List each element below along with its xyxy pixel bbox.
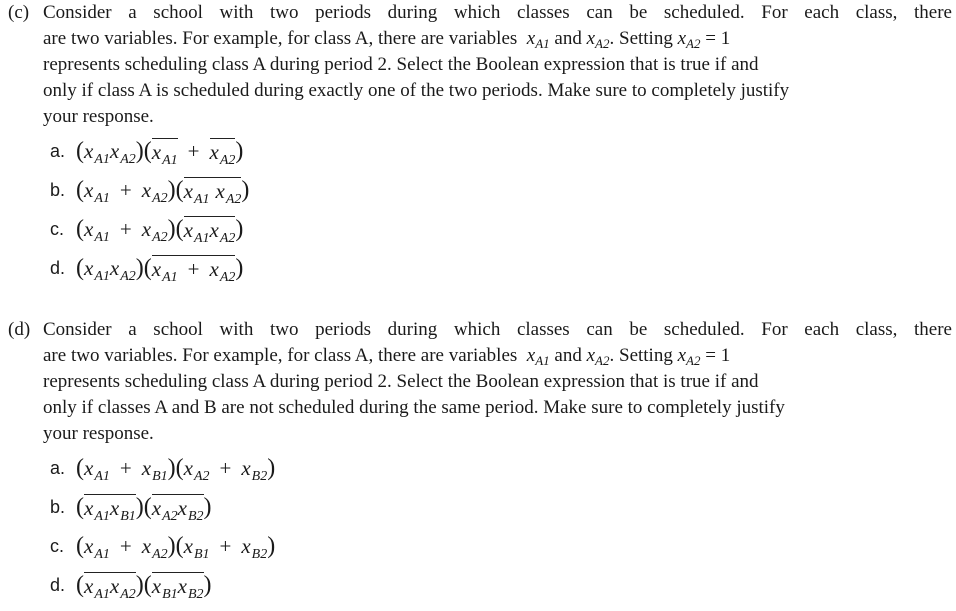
boolean-expression: ( x A1 + x A2 )( x A1 x A2 ) xyxy=(76,216,244,246)
equals-one: = 1 xyxy=(705,345,731,366)
question-c-line-4 xyxy=(8,78,952,104)
boolean-expression: ( x A1 + x A2 )( x B1 + x B2 ) xyxy=(76,533,276,562)
var-xA2: $x_{A2}$ xyxy=(586,28,610,51)
boolean-expression: ( x A1 + x A2 )( x A1 x A2 ) xyxy=(76,177,250,207)
option-c-c[interactable] xyxy=(8,210,952,249)
option-d-c[interactable] xyxy=(8,527,952,566)
question-d-text-3: represents scheduling class A during period 2. Select the Boolean expression that is true if and xyxy=(43,371,759,392)
question-c-line-3 xyxy=(8,52,952,78)
var-xA2: $x_{A2}$ xyxy=(677,345,701,368)
var-xA1: $x_{A1}$ xyxy=(526,345,550,368)
question-c-text-4: only if class A is scheduled during exactly one of the two periods. Make sure to completely justify xyxy=(43,80,790,101)
question-d-line-4 xyxy=(8,395,952,421)
option-d-b[interactable] xyxy=(8,488,952,527)
question-c-options xyxy=(8,132,952,288)
setting-word: . Setting xyxy=(609,28,673,49)
var-xA2: $x_{A2}$ xyxy=(586,345,610,368)
and-word: and xyxy=(554,345,582,366)
question-c-line-2 xyxy=(8,26,952,52)
setting-word: . Setting xyxy=(609,345,673,366)
question-d-options xyxy=(8,449,952,605)
boolean-expression: ( x A1 x B1 )( x A2 x B2 ) xyxy=(76,494,212,524)
option-label: a. xyxy=(50,458,66,478)
option-d-d[interactable] xyxy=(8,566,952,605)
question-d-line-3 xyxy=(8,369,952,395)
option-label: d. xyxy=(50,575,66,595)
question-d-line-2 xyxy=(8,343,952,369)
question-d-line-1 xyxy=(8,317,952,343)
question-d-text-4: only if classes A and B are not scheduled during the same period. Make sure to completely justify xyxy=(43,397,785,418)
option-c-d[interactable] xyxy=(8,249,952,288)
var-xA2: $x_{A2}$ xyxy=(677,28,701,51)
question-d-line-5 xyxy=(8,421,952,447)
option-label: b. xyxy=(50,180,66,200)
boolean-expression: ( x A1 x A2 )( x A1 + x A2 ) xyxy=(76,138,244,168)
boolean-expression: ( x A1 + x B1 )( x A2 + x B2 ) xyxy=(76,455,276,484)
question-d-text-5: your response. xyxy=(43,423,154,444)
question-d-label: (d) xyxy=(8,319,31,340)
boolean-expression: ( x A1 x A2 )( x A1 + x A2 ) xyxy=(76,255,244,285)
boolean-expression: ( x A1 x A2 )( x B1 x B2 ) xyxy=(76,572,212,602)
question-c-text-2: are two variables. For example, for class A, there are variables xyxy=(43,28,518,49)
option-c-a[interactable] xyxy=(8,132,952,171)
option-label: a. xyxy=(50,141,66,161)
question-d-text-1: Consider a school with two periods during which classes can be scheduled. For each class, there xyxy=(43,319,952,340)
var-xA1: $x_{A1}$ xyxy=(526,28,550,51)
question-c xyxy=(8,0,952,288)
question-c-line-1 xyxy=(8,0,952,26)
option-c-b[interactable] xyxy=(8,171,952,210)
question-c-text-5: your response. xyxy=(43,106,154,127)
question-c-text-3: represents scheduling class A during period 2. Select the Boolean expression that is true if and xyxy=(43,54,759,75)
option-label: b. xyxy=(50,497,66,517)
question-c-label: (c) xyxy=(8,2,30,23)
option-label: c. xyxy=(50,536,65,556)
question-d xyxy=(8,317,952,605)
option-label: c. xyxy=(50,219,65,239)
and-word: and xyxy=(554,28,582,49)
question-c-line-5 xyxy=(8,104,952,130)
option-d-a[interactable] xyxy=(8,449,952,488)
equals-one: = 1 xyxy=(705,28,731,49)
question-c-text-1: Consider a school with two periods during which classes can be scheduled. For each class, there xyxy=(43,2,952,23)
question-d-text-2: are two variables. For example, for class A, there are variables xyxy=(43,345,518,366)
option-label: d. xyxy=(50,258,66,278)
